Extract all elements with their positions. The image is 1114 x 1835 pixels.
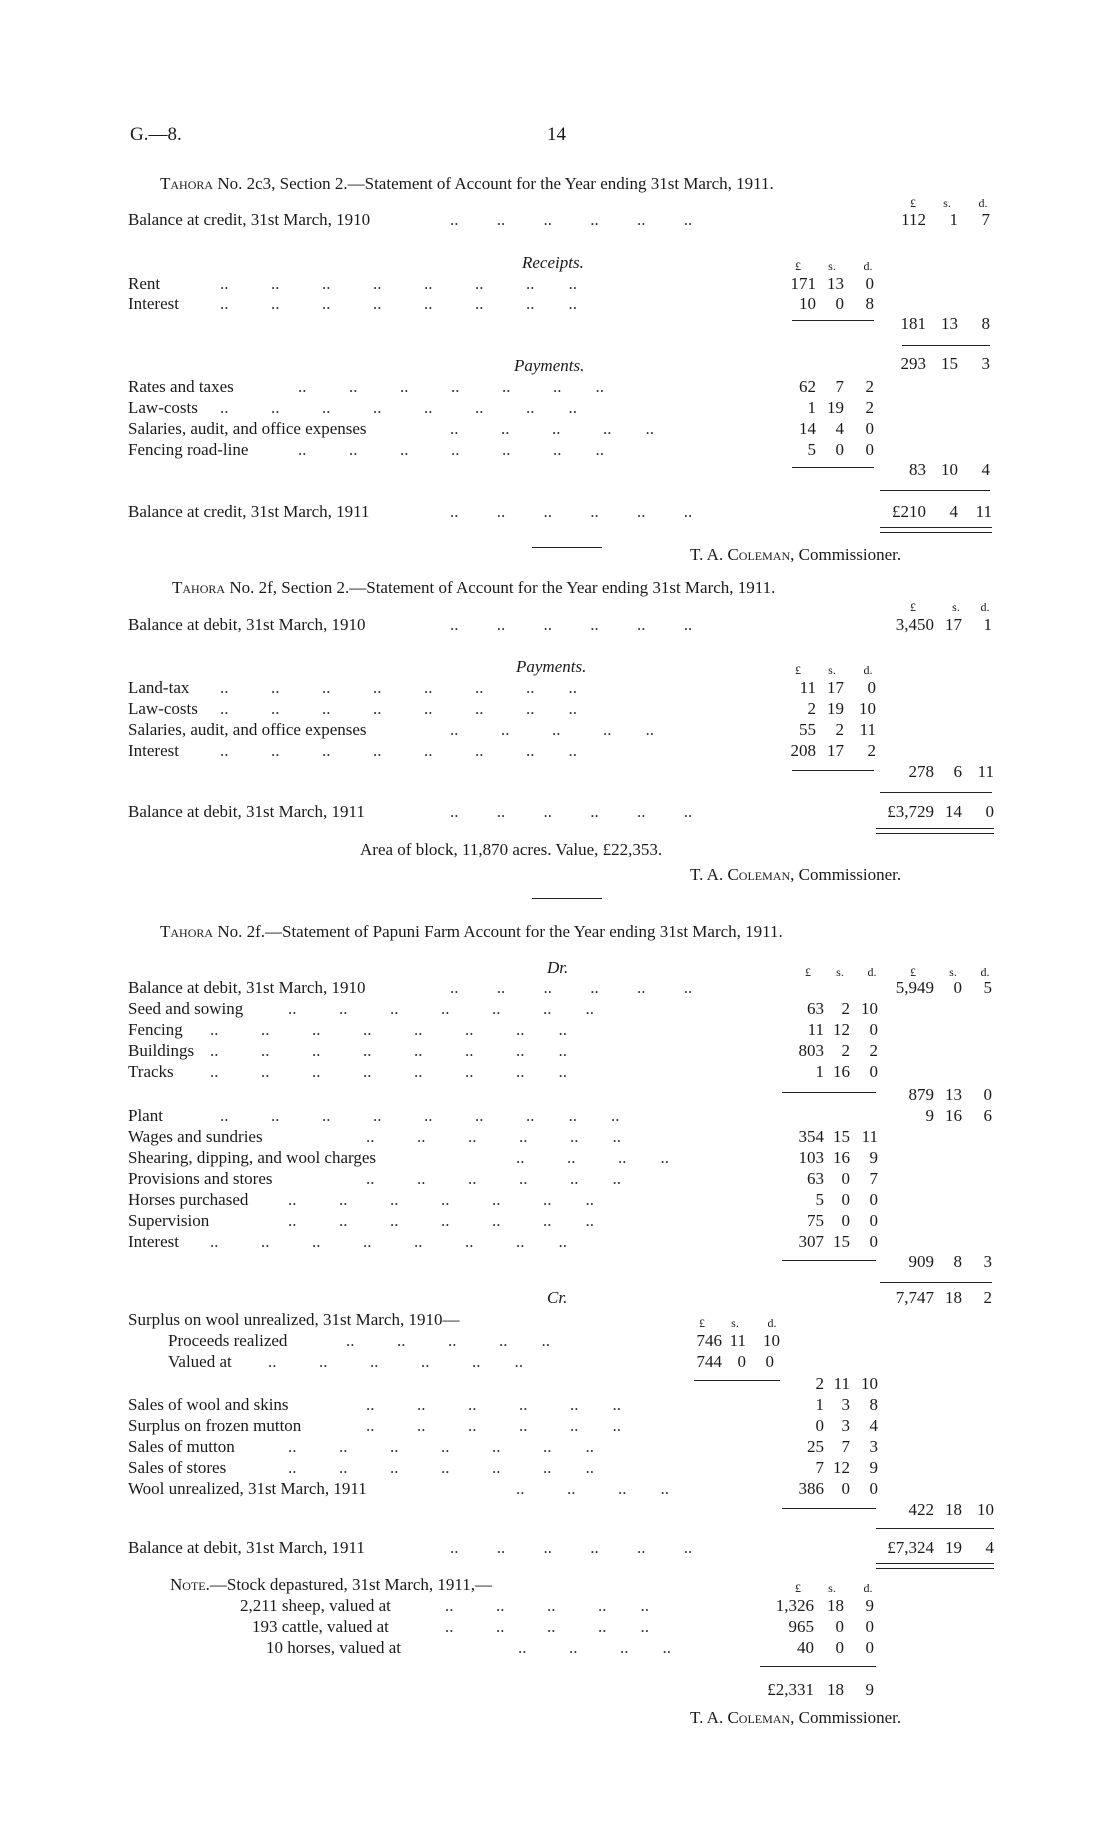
s3-debit-pence: 0 [869,1190,878,1209]
s2-opening-shillings: 17 [945,615,962,634]
page-series-code: G.—8. [130,124,182,145]
s3-col2-pence: d. [980,965,990,979]
rule [880,490,990,491]
s2-closing-pounds: £3,729 [887,802,934,821]
s3-note [170,1575,492,1595]
s3-note-prefix: Note. [170,1575,210,1594]
s3-debit-label: Tracks [128,1062,174,1081]
leader-dots: .. .. .. .. .. .. .. .. .. [220,1106,620,1125]
s3-stock-pence: 0 [865,1638,874,1657]
s3-title-text: No. 2f.—Statement of Papuni Farm Account for the Year ending 31st March, 1911. [217,922,783,941]
s3-debit-pounds: 63 [807,999,824,1018]
s1-opening-pounds: 112 [901,210,926,229]
s3-debit-label: Provisions and stores [128,1169,273,1188]
s3-stock-shillings: 18 [827,1596,844,1615]
s2-payment-pounds: 11 [799,678,816,697]
s3-group1-total-pounds: 879 [908,1085,934,1104]
s3-opening-label: Balance at debit, 31st March, 1910 [128,978,366,997]
rule [694,1380,780,1381]
s1-receipts-heading: Receipts. [522,253,584,272]
s3-title [160,922,783,942]
s3-credit-pounds: 25 [807,1437,824,1456]
leader-dots: .. .. .. .. .. .. [450,210,693,229]
s3-debit-label: Horses purchased [128,1190,249,1209]
s2-payment-shillings: 2 [835,720,844,739]
s3-debit-label: Seed and sowing [128,999,244,1018]
s3-credit-shillings: 12 [833,1458,850,1477]
s3-closing-shillings: 19 [945,1538,962,1557]
s3-dr-total-pounds: 7,747 [895,1288,934,1307]
s3-cr-col-pence: d. [767,1316,777,1330]
leader-dots: .. .. .. .. .. [445,1596,649,1615]
s1-receipts-col-pounds: £ [795,259,801,273]
s1-receipt-shillings: 0 [835,294,844,313]
leader-dots: .. .. .. .. .. .. [268,1352,523,1371]
s3-note-col-shillings: s. [828,1581,836,1595]
leader-dots: .. .. .. .. .. .. .. [288,1458,594,1477]
s2-payments-col-pence: d. [863,663,873,677]
s3-credit-pence: 4 [869,1416,878,1435]
s1-closing-pence: 11 [975,502,992,521]
s2-payment-label: Salaries, audit, and office expenses [128,720,367,739]
s2-closing-label: Balance at debit, 31st March, 1911 [128,802,365,821]
s2-area-note: Area of block, 11,870 acres. Value, £22,353. [360,840,663,859]
s3-note-col-pounds: £ [795,1581,801,1595]
s3-signature-name: T. A. Coleman, [690,1708,795,1727]
s3-group1-total-pence: 0 [983,1085,992,1104]
s3-credit-pounds: 7 [815,1458,824,1477]
s3-debit-shillings: 0 [841,1169,850,1188]
leader-dots: .. .. .. .. .. .. .. .. [220,699,577,718]
leader-dots: .. .. .. .. .. .. .. [288,1211,594,1230]
s3-note-label: —Stock depastured, 31st March, 1911,— [209,1575,493,1594]
s1-opening-pence: 7 [981,210,990,229]
s1-payment-label: Salaries, audit, and office expenses [128,419,367,438]
rule [792,467,874,468]
s3-debit-pence: 0 [869,1062,878,1081]
s3-plant-label: Plant [128,1106,163,1125]
s2-payments-total-pence: 11 [977,762,994,781]
s3-surplus-diff-pence: 10 [861,1374,878,1393]
s3-col2-shillings: s. [949,965,957,979]
s3-debit-pence: 11 [861,1127,878,1146]
s3-col-shillings: s. [836,965,844,979]
s1-receipts-total-pence: 8 [981,314,990,333]
s1-payments-total-shillings: 10 [941,460,958,479]
s3-stock-total-pence: 9 [865,1680,874,1699]
leader-dots: .. .. .. .. .. [346,1331,550,1350]
s3-debit-shillings: 16 [833,1062,850,1081]
leader-dots: .. .. .. .. .. .. [450,1538,693,1557]
leader-dots: .. .. .. .. .. .. .. .. [220,294,577,313]
s2-payments-total-pounds: 278 [908,762,934,781]
s2-payment-shillings: 19 [827,699,844,718]
s3-note-col-pence: d. [863,1581,873,1595]
s2-title-prefix: Tahora [172,578,226,597]
s1-payment-label: Law-costs [128,398,198,417]
s1-payment-pence: 2 [865,377,874,396]
s3-credits-total-shillings: 18 [945,1500,962,1519]
s3-dr-heading: Dr. [547,958,569,977]
s2-col-pounds: £ [910,600,916,614]
leader-dots: .. .. .. .. .. .. .. .. [220,678,577,697]
leader-dots: .. .. .. .. .. .. .. .. [210,1020,567,1039]
leader-dots: .. .. .. .. .. .. .. .. [210,1041,567,1060]
double-rule [876,1563,994,1569]
leader-dots: .. .. .. .. .. .. [450,802,693,821]
leader-dots: .. .. .. .. .. [445,1617,649,1636]
s3-debit-pounds: 103 [798,1148,824,1167]
s3-debit-shillings: 15 [833,1232,850,1251]
s3-debit-pence: 10 [861,999,878,1018]
s3-debit-shillings: 2 [841,1041,850,1060]
s1-title [160,174,774,194]
leader-dots: .. .. .. .. .. .. .. .. [210,1232,567,1251]
s2-payment-label: Interest [128,741,179,760]
s3-credit-label: Sales of stores [128,1458,227,1477]
s3-stock-pounds: 1,326 [775,1596,814,1615]
rule [880,792,992,793]
leader-dots: .. .. .. .. .. .. .. [298,440,604,459]
s3-surplus-item-pence: 0 [765,1352,774,1371]
s3-credits-total-pounds: 422 [908,1500,934,1519]
s2-col-pence: d. [980,600,990,614]
s1-receipts-col-pence: d. [863,259,873,273]
leader-dots: .. .. .. .. .. .. [366,1127,621,1146]
s1-col-shillings: s. [943,196,951,210]
s3-debit-pounds: 75 [807,1211,824,1230]
s3-debit-shillings: 16 [833,1148,850,1167]
s2-payments-heading: Payments. [516,657,587,676]
s3-cr-col-pounds: £ [699,1316,705,1330]
s1-col-pence: d. [978,196,988,210]
s3-debit-pounds: 63 [807,1169,824,1188]
rule [782,1260,876,1261]
s1-running-total-pounds: 293 [900,354,926,373]
s3-credit-label: Sales of mutton [128,1437,235,1456]
s2-signature-name: T. A. Coleman, [690,865,795,884]
leader-dots: .. .. .. .. .. .. [366,1416,621,1435]
s3-stock-shillings: 0 [835,1638,844,1657]
s3-opening-shillings: 0 [953,978,962,997]
leader-dots: .. .. .. .. .. .. .. .. [220,398,577,417]
s2-signature-role: Commissioner. [798,865,902,884]
s3-debit-pence: 9 [869,1148,878,1167]
s2-payment-shillings: 17 [827,678,844,697]
s2-col-shillings: s. [952,600,960,614]
s3-surplus-diff-pounds: 2 [815,1374,824,1393]
s1-receipts-total-pounds: 181 [900,314,926,333]
leader-dots: .. .. .. .. .. .. [450,502,693,521]
s1-receipt-label: Rent [128,274,161,293]
rule [880,1282,992,1283]
leader-dots: .. .. .. .. .. .. .. [298,377,604,396]
s3-surplus-item-label: Proceeds realized [168,1331,288,1350]
s3-credit-pounds: 0 [815,1416,824,1435]
s2-payment-pounds: 208 [790,741,816,760]
s2-payment-pounds: 55 [799,720,816,739]
s3-col-pence: d. [867,965,877,979]
s1-receipts-total-shillings: 13 [941,314,958,333]
s3-credit-shillings: 3 [841,1416,850,1435]
s3-cr-heading: Cr. [547,1288,568,1307]
s3-credit-label: Wool unrealized, 31st March, 1911 [128,1479,367,1498]
s3-debit-pence: 0 [869,1020,878,1039]
leader-dots: .. .. .. .. .. .. .. [288,1190,594,1209]
s3-group2-total-pounds: 909 [908,1252,934,1271]
s1-payment-pence: 0 [865,419,874,438]
leader-dots: .. .. .. .. [516,1148,669,1167]
s3-credits-total-pence: 10 [977,1500,994,1519]
s2-payment-pence: 0 [867,678,876,697]
leader-dots: .. .. .. .. .. .. .. .. [220,741,577,760]
leader-dots: .. .. .. .. .. .. .. [288,1437,594,1456]
s3-closing-pence: 4 [985,1538,994,1557]
s1-opening-label: Balance at credit, 31st March, 1910 [128,210,371,229]
leader-dots: .. .. .. .. .. .. [366,1169,621,1188]
s2-opening-label: Balance at debit, 31st March, 1910 [128,615,366,634]
s2-title [172,578,775,598]
leader-dots: .. .. .. .. .. [450,720,654,739]
s3-surplus-label: Surplus on wool unrealized, 31st March, 1910— [128,1310,460,1329]
s2-closing-pence: 0 [985,802,994,821]
s3-stock-pounds: 40 [797,1638,814,1657]
s3-surplus-item-pounds: 744 [696,1352,722,1371]
s3-debit-pence: 0 [869,1232,878,1251]
s2-payment-pence: 2 [867,741,876,760]
s3-credit-pence: 9 [869,1458,878,1477]
s1-payment-shillings: 0 [835,440,844,459]
s1-payment-pence: 0 [865,440,874,459]
s3-debit-pounds: 354 [798,1127,824,1146]
s3-credit-shillings: 0 [841,1479,850,1498]
s3-col2-pounds: £ [910,965,916,979]
s1-receipt-shillings: 13 [827,274,844,293]
s3-dr-total-pence: 2 [983,1288,992,1307]
s3-debit-pounds: 1 [815,1062,824,1081]
s3-debit-pounds: 803 [798,1041,824,1060]
s2-payment-pence: 11 [859,720,876,739]
s1-payment-label: Rates and taxes [128,377,234,396]
s3-debit-shillings: 2 [841,999,850,1018]
s1-payments-total-pence: 4 [981,460,990,479]
s3-credit-pounds: 1 [815,1395,824,1414]
s3-debit-pounds: 307 [798,1232,824,1251]
s2-payment-shillings: 17 [827,741,844,760]
s3-credit-pounds: 386 [798,1479,824,1498]
s3-debit-label: Interest [128,1232,179,1251]
s1-receipts-col-shillings: s. [828,259,836,273]
s3-debit-label: Fencing [128,1020,183,1039]
s3-stock-label: 2,211 sheep, valued at [240,1596,391,1615]
s3-surplus-diff-shillings: 11 [833,1374,850,1393]
rule [902,345,990,346]
s3-group2-total-shillings: 8 [953,1252,962,1271]
s2-payments-total-shillings: 6 [953,762,962,781]
s1-payment-shillings: 19 [827,398,844,417]
s1-payment-pounds: 1 [807,398,816,417]
leader-dots: .. .. .. .. .. [450,419,654,438]
double-rule [876,828,994,834]
s3-debit-shillings: 0 [841,1211,850,1230]
rule [782,1508,876,1509]
s3-credit-pence: 0 [869,1479,878,1498]
s2-payment-pounds: 2 [807,699,816,718]
s1-running-total-pence: 3 [981,354,990,373]
s1-signature [690,545,901,565]
s1-payments-total-pounds: 83 [909,460,926,479]
s1-payment-label: Fencing road-line [128,440,249,459]
s3-debit-label: Wages and sundries [128,1127,263,1146]
s3-credit-label: Sales of wool and skins [128,1395,289,1414]
rule [876,1528,994,1529]
s3-title-prefix: Tahora [160,922,214,941]
s2-payment-pence: 10 [859,699,876,718]
s1-payment-pounds: 5 [807,440,816,459]
s3-opening-pounds: 5,949 [895,978,934,997]
leader-dots: .. .. .. .. .. .. [366,1395,621,1414]
s1-payment-pence: 2 [865,398,874,417]
s3-stock-label: 10 horses, valued at [266,1638,402,1657]
s3-stock-label: 193 cattle, valued at [252,1617,389,1636]
s3-debit-label: Shearing, dipping, and wool charges [128,1148,377,1167]
s1-closing-shillings: 4 [949,502,958,521]
s2-payments-col-pounds: £ [795,663,801,677]
s1-opening-shillings: 1 [949,210,958,229]
rule [782,1092,876,1093]
rule [792,770,874,771]
s1-col-pounds: £ [910,196,916,210]
s1-payment-shillings: 7 [835,377,844,396]
s3-plant-pence: 6 [983,1106,992,1125]
leader-dots: .. .. .. .. .. .. [450,615,693,634]
s2-opening-pounds: 3,450 [895,615,934,634]
s1-title-prefix: Tahora [160,174,214,193]
s3-surplus-item-shillings: 0 [737,1352,746,1371]
rule [792,320,874,321]
s3-stock-total-shillings: 18 [827,1680,844,1699]
section-divider [532,547,602,548]
s3-stock-pence: 0 [865,1617,874,1636]
s1-receipt-pence: 8 [865,294,874,313]
s2-signature [690,865,901,885]
s1-receipt-pounds: 171 [790,274,816,293]
s1-running-total-shillings: 15 [941,354,958,373]
s1-payment-pounds: 14 [799,419,816,438]
s3-surplus-item-label: Valued at [168,1352,232,1371]
s3-signature-role: Commissioner. [798,1708,902,1727]
s1-receipt-pounds: 10 [799,294,816,313]
s1-payment-shillings: 4 [835,419,844,438]
s3-closing-pounds: £7,324 [887,1538,934,1557]
s3-closing-label: Balance at debit, 31st March, 1911 [128,1538,365,1557]
s3-credit-shillings: 7 [841,1437,850,1456]
s3-plant-pounds: 9 [925,1106,934,1125]
s1-receipt-pence: 0 [865,274,874,293]
s1-title-text: No. 2c3, Section 2.—Statement of Account for the Year ending 31st March, 1911. [217,174,774,193]
s2-payment-label: Land-tax [128,678,190,697]
s3-stock-pounds: 965 [788,1617,814,1636]
section-divider [532,898,602,899]
s3-surplus-item-shillings: 11 [729,1331,746,1350]
s2-payment-label: Law-costs [128,699,198,718]
s1-closing-label: Balance at credit, 31st March, 1911 [128,502,370,521]
rule [760,1666,876,1667]
s3-group2-total-pence: 3 [983,1252,992,1271]
leader-dots: .. .. .. .. .. .. .. .. [210,1062,567,1081]
s3-stock-total-pounds: £2,331 [767,1680,814,1699]
leader-dots: .. .. .. .. .. .. .. .. [220,274,577,293]
s3-surplus-item-pence: 10 [763,1331,780,1350]
s3-opening-pence: 5 [983,978,992,997]
s3-debit-pence: 0 [869,1211,878,1230]
s3-credit-label: Surplus on frozen mutton [128,1416,302,1435]
s3-debit-pence: 7 [869,1169,878,1188]
s3-debit-pence: 2 [869,1041,878,1060]
s3-debit-label: Supervision [128,1211,210,1230]
s2-closing-shillings: 14 [945,802,962,821]
s3-credit-pence: 8 [869,1395,878,1414]
s3-debit-pounds: 5 [815,1190,824,1209]
s3-debit-shillings: 0 [841,1190,850,1209]
s2-title-text: No. 2f, Section 2.—Statement of Account for the Year ending 31st March, 1911. [229,578,776,597]
s1-signature-name: T. A. Coleman, [690,545,795,564]
s3-col-pounds: £ [805,965,811,979]
s3-signature [690,1708,901,1728]
s2-opening-pence: 1 [983,615,992,634]
s1-receipt-label: Interest [128,294,179,313]
s3-debit-shillings: 12 [833,1020,850,1039]
leader-dots: .. .. .. .. .. .. [450,978,693,997]
s3-dr-total-shillings: 18 [945,1288,962,1307]
double-rule [880,527,992,533]
s2-payments-col-shillings: s. [828,663,836,677]
s3-surplus-item-pounds: 746 [696,1331,722,1350]
s1-payment-pounds: 62 [799,377,816,396]
s3-stock-pence: 9 [865,1596,874,1615]
s3-debit-label: Buildings [128,1041,195,1060]
s3-debit-pounds: 11 [807,1020,824,1039]
s1-closing-pounds: £210 [892,502,926,521]
s3-group1-total-shillings: 13 [945,1085,962,1104]
page-number: 14 [547,124,566,145]
s1-payments-heading: Payments. [514,356,585,375]
s3-credit-pence: 3 [869,1437,878,1456]
s3-debit-shillings: 15 [833,1127,850,1146]
s1-signature-role: Commissioner. [798,545,902,564]
s3-credit-shillings: 3 [841,1395,850,1414]
leader-dots: .. .. .. .. .. .. .. [288,999,594,1018]
leader-dots: .. .. .. .. [518,1638,671,1657]
s3-cr-col-shillings: s. [731,1316,739,1330]
s3-plant-shillings: 16 [945,1106,962,1125]
leader-dots: .. .. .. .. [516,1479,669,1498]
s3-stock-shillings: 0 [835,1617,844,1636]
